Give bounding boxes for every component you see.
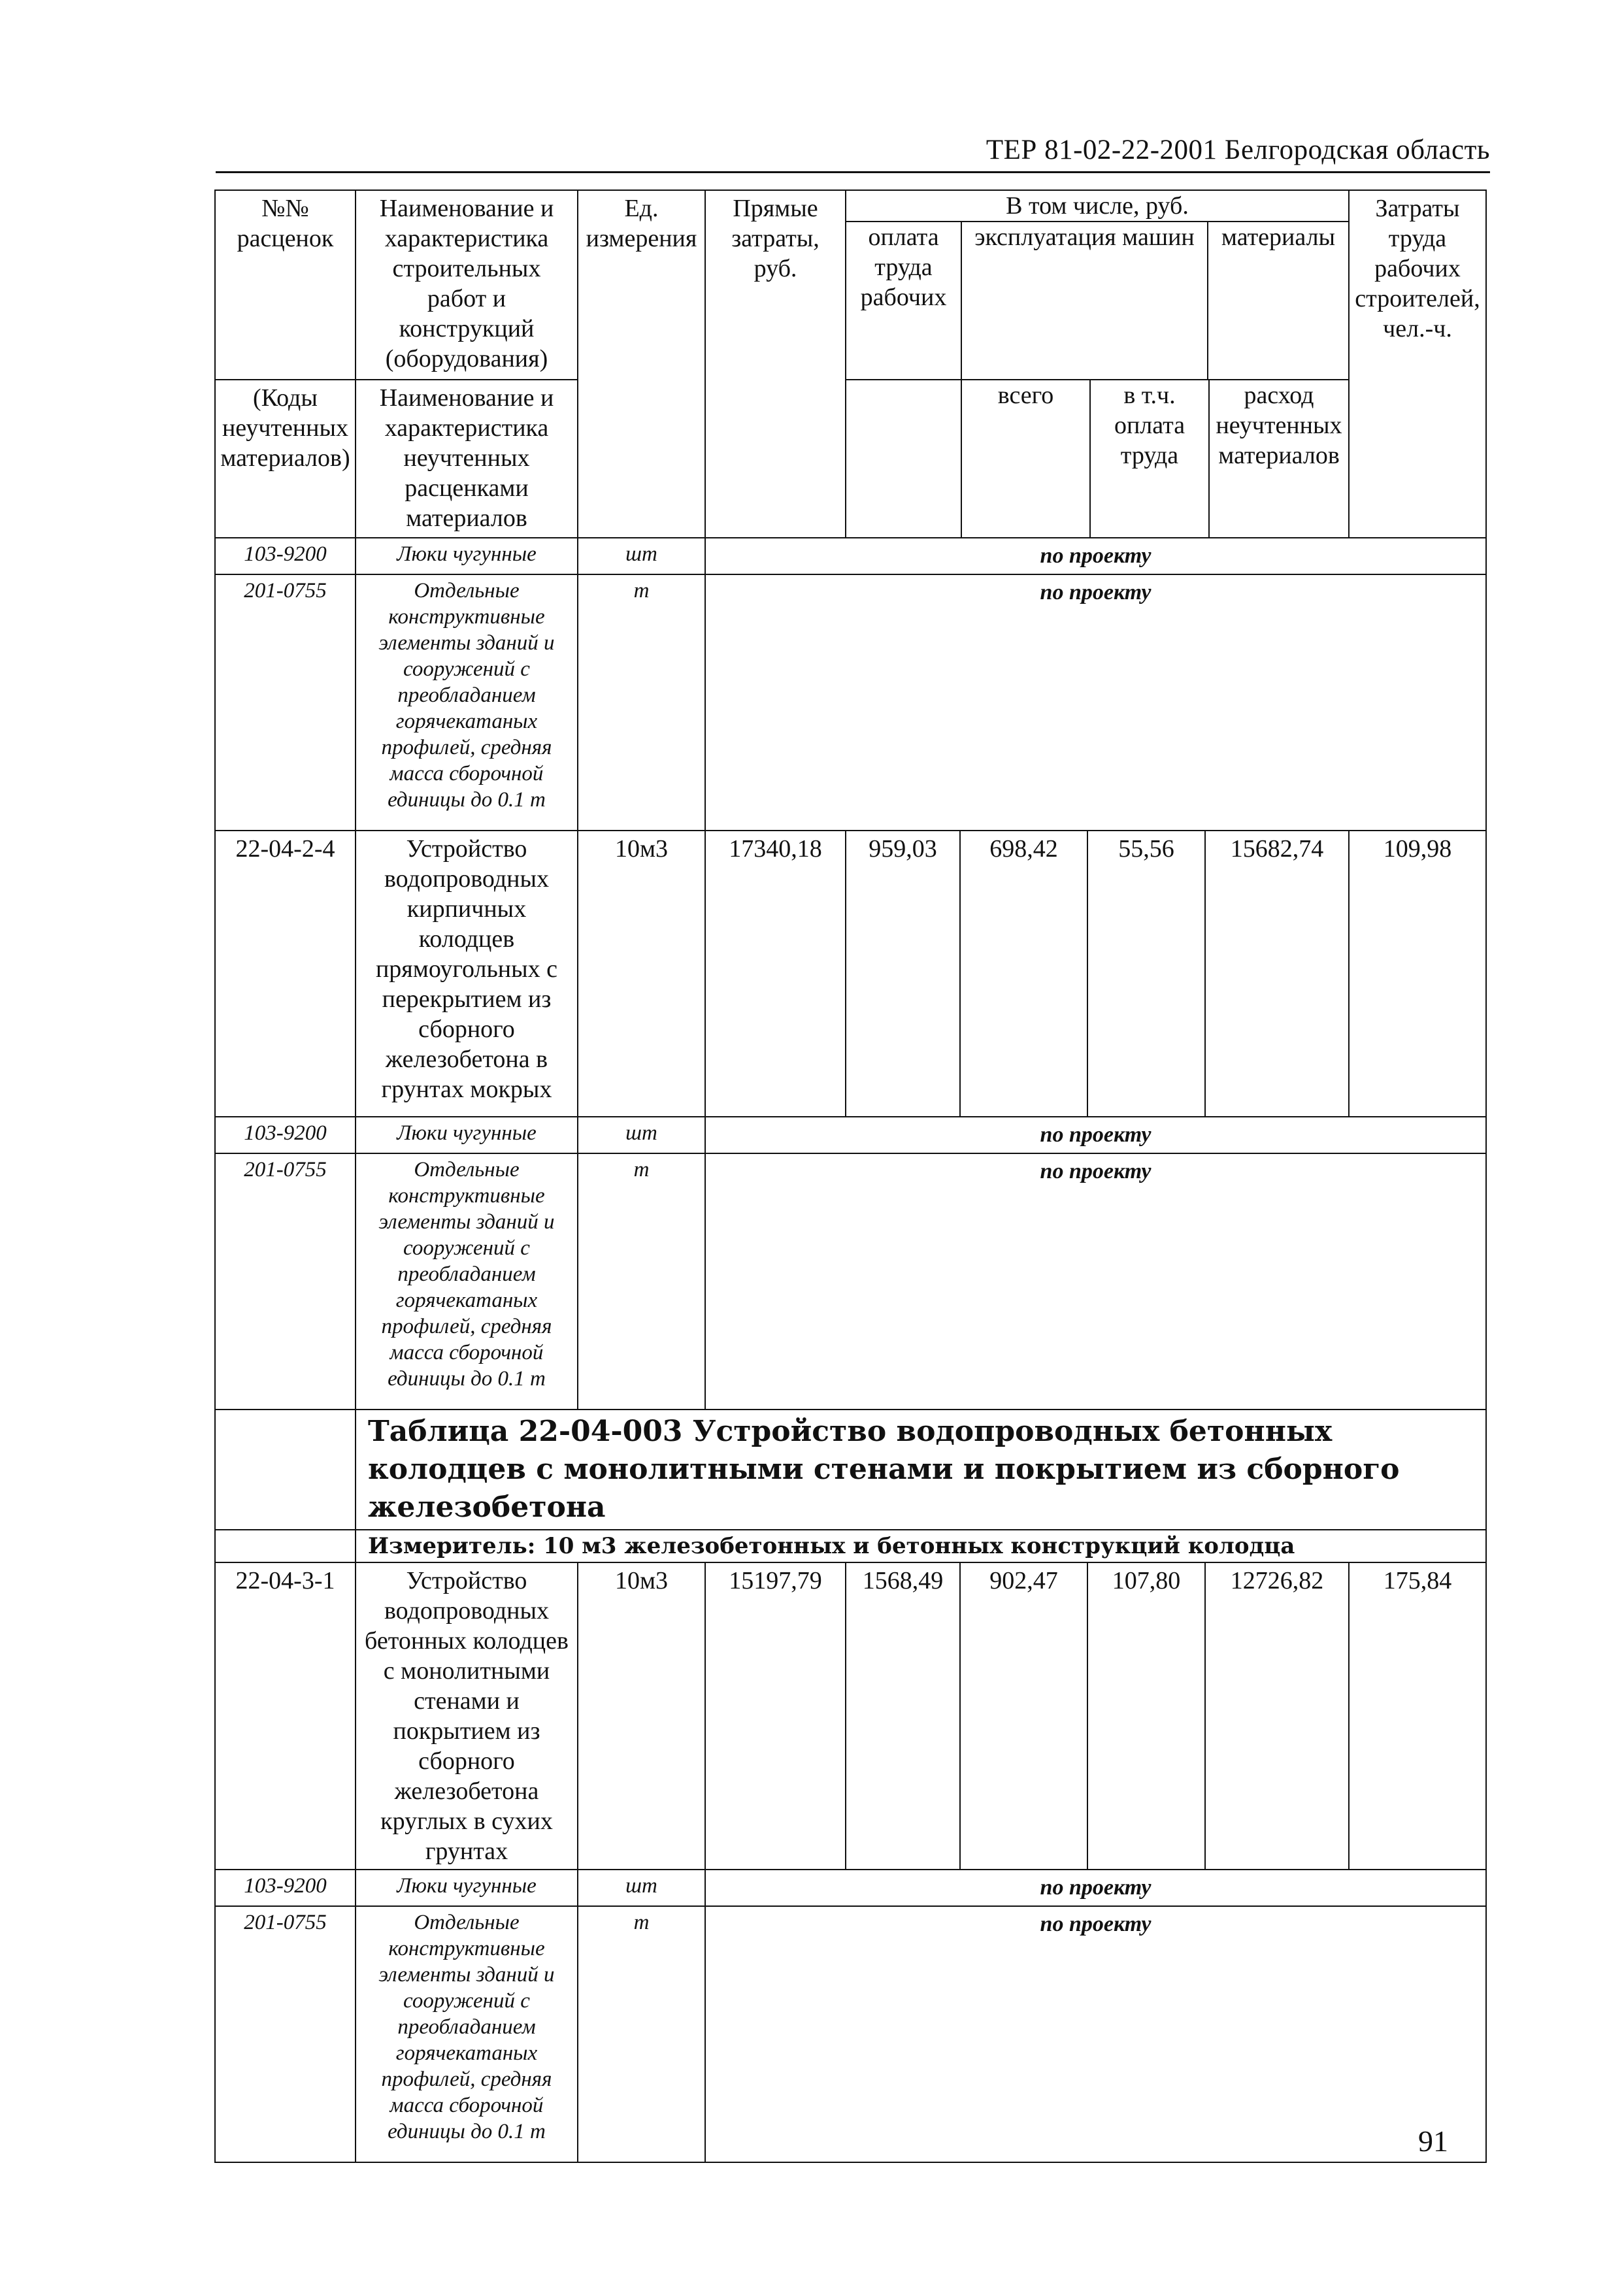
header-unit: Ед. измерения [578,190,705,538]
table-measure: Измеритель: 10 м3 железобетонных и бетонных конструкций колодца [356,1530,1486,1562]
header-mat-uncounted: расход неучтенных материалов [1216,382,1342,469]
table-row [215,1870,1486,1906]
header-mach-total: всего [962,380,1091,537]
material-code: 201-0755 [215,1153,356,1410]
material-name: Люки чугунные [356,1870,578,1906]
table-row [215,1562,1486,1870]
rate-wages: 1568,49 [846,1562,960,1870]
material-value: по проекту [705,1906,1486,2162]
header-wages-blank [846,380,962,537]
title-blank [215,1410,356,1530]
header-wages: оплата труда рабочих [846,222,962,379]
header-materials: материалы [1221,223,1336,251]
rate-machines-total: 698,42 [960,831,1087,1117]
header-name-sub: Наименование и характеристика неучтенных расценками материалов [356,380,578,538]
rate-unit: 10м3 [578,831,705,1117]
page-number: 91 [1418,2124,1448,2158]
header-code: №№ расценок [215,190,356,380]
material-name: Отдельные конструктивные элементы зданий и сооружений с преобладанием горячекатаных профилей, средняя масса сборочной единицы до 0.1 т [356,1906,578,2162]
rate-code: 22-04-2-4 [215,831,356,1117]
rate-unit: 10м3 [578,1562,705,1870]
header-row-2 [215,380,1486,538]
material-value: по проекту [705,574,1486,831]
material-code: 201-0755 [215,1906,356,2162]
rate-wages: 959,03 [846,831,960,1117]
table-row [215,1530,1486,1562]
material-name: Люки чугунные [356,1117,578,1153]
material-value: по проекту [705,538,1486,574]
table-row [215,831,1486,1117]
rate-code: 22-04-3-1 [215,1562,356,1870]
material-value: по проекту [705,1117,1486,1153]
rate-materials: 12726,82 [1205,1562,1349,1870]
header-name: Наименование и характеристика строительных работ и конструкций (оборудования) [356,190,578,380]
table-row [215,538,1486,574]
material-code: 103-9200 [215,1117,356,1153]
table-row [215,1153,1486,1410]
header-rule [216,171,1490,173]
rate-direct-cost: 15197,79 [705,1562,846,1870]
header-labor: Затраты труда рабочих строителей, чел.-ч. [1349,190,1486,538]
header-incl-group [846,190,1349,380]
material-unit: т [578,574,705,831]
document-header: ТЕР 81-02-22-2001 Белгородская область [986,135,1490,165]
header-mach-wages: в т.ч. оплата труда [1091,380,1210,537]
header-incl: В том числе, руб. [846,191,1348,222]
rate-labor: 109,98 [1349,831,1486,1117]
rate-labor: 175,84 [1349,1562,1486,1870]
header-machines: эксплуатация машин [962,222,1208,379]
material-unit: т [578,1153,705,1410]
rate-machines-total: 902,47 [960,1562,1087,1870]
rate-machines-wages: 55,56 [1087,831,1205,1117]
table-row [215,1906,1486,2162]
material-name: Отдельные конструктивные элементы зданий и сооружений с преобладанием горячекатаных профилей, средняя масса сборочной единицы до 0.1 т [356,574,578,831]
header-sub-group [846,380,1349,538]
material-value: по проекту [705,1153,1486,1410]
material-name: Отдельные конструктивные элементы зданий и сооружений с преобладанием горячекатаных профилей, средняя масса сборочной единицы до 0.1 т [356,1153,578,1410]
rate-materials: 15682,74 [1205,831,1349,1117]
material-unit: т [578,1906,705,2162]
material-name: Люки чугунные [356,538,578,574]
rate-name: Устройство водопроводных кирпичных колодцев прямоугольных с перекрытием из сборного железобетона в грунтах мокрых [356,831,578,1117]
measure-blank [215,1530,356,1562]
material-unit: шт [578,1117,705,1153]
header-code-sub: (Коды неучтенных материалов) [215,380,356,538]
table-row [215,1410,1486,1530]
rates-table [214,190,1487,2163]
table-row [215,574,1486,831]
rate-name: Устройство водопроводных бетонных колодцев с монолитными стенами и покрытием из сборного железобетона круглых в сухих грунтах [356,1562,578,1870]
table-title: Таблица 22-04-003 Устройство водопроводных бетонных колодцев с монолитными стенами и покрытием из сборного железобетона [356,1410,1486,1530]
material-unit: шт [578,1870,705,1906]
material-code: 103-9200 [215,538,356,574]
material-code: 201-0755 [215,574,356,831]
table-row [215,1117,1486,1153]
material-value: по проекту [705,1870,1486,1906]
header-row-1 [215,190,1486,380]
material-code: 103-9200 [215,1870,356,1906]
rate-direct-cost: 17340,18 [705,831,846,1117]
rate-machines-wages: 107,80 [1087,1562,1205,1870]
material-unit: шт [578,538,705,574]
header-direct: Прямые затраты, руб. [705,190,846,538]
